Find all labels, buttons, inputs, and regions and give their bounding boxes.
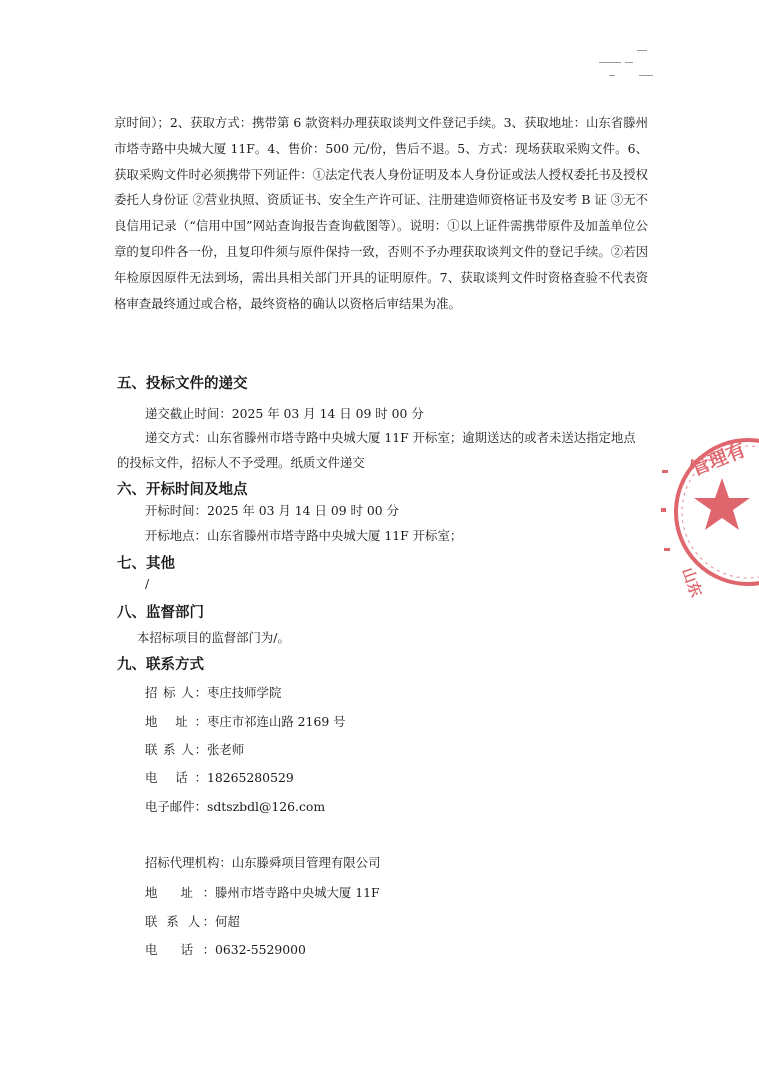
supervision-content: 本招标项目的监督部门为/。 [137,630,290,645]
svg-text:管理有: 管理有 [687,438,749,481]
contact-tenderer-phone: 电 话：18265280529 [145,770,294,785]
contact-tenderer-person: 联 系 人：张老师 [145,742,245,757]
contact-agency-name: 招标代理机构：山东滕舜项目管理有限公司 [145,855,381,870]
other-content: / [145,576,150,591]
heading-other: 七、其他 [117,556,175,572]
heading-bid-submission: 五、投标文件的递交 [117,376,248,392]
procurement-paragraph: 京时间）；2、获取方式：携带第 6 款资料办理获取谈判文件登记手续。3、获取地址：山东省滕州市塔寺路中央城大厦 11F。4、售价：500 元/份，售后不退。5、方式：现场获取采购文件。6、获取采购文件时必须携带下列证件：①法定代表人身份证明及本人身份证或法人授权委托书及授权委托人身份证 ②营业执照、资质证书、安全生产许可证、注册建造师资格证书及安考 B 证 ③无不良信用记录（“信用中国”网站查询报告查询截图等）。说明：①以上证件需携带原件及加盖单位公章的复印件各一份，且复印件须与原件保持一致，否则不予办理获取谈判文件的登记手续。②若因年检原因原件无法到场，需出具相关部门开具的证明原件。7、获取谈判文件时资格查验不代表资格审查最终通过或合格，最终资格的确认以资格后审结果为准。 [114,115,648,311]
opening-time: 开标时间：2025 年 03 月 14 日 09 时 00 分 [145,503,399,518]
company-seal-stamp [660,430,759,600]
contact-tenderer-address: 地 址：枣庄市祁连山路 2169 号 [145,714,346,729]
submission-method: 递交方式：山东省滕州市塔寺路中央城大厦 11F 开标室；逾期送达的或者未送达指定地点的投标文件，招标人不予受理。纸质文件递交 [117,430,636,470]
opening-place: 开标地点：山东省滕州市塔寺路中央城大厦 11F 开标室； [145,528,463,543]
submission-deadline: 递交截止时间：2025 年 03 月 14 日 09 时 00 分 [145,406,424,421]
contact-tenderer-email: 电子邮件：sdtszbdl@126.com [145,799,326,814]
contact-agency-phone: 电 话：0632-5529000 [145,942,306,957]
heading-contact: 九、联系方式 [117,657,204,673]
contact-agency-person: 联 系 人：何超 [145,914,240,929]
heading-supervision: 八、监督部门 [117,605,204,621]
contact-agency-address: 地 址：滕州市塔寺路中央城大厦 11F [145,885,380,900]
heading-bid-opening: 六、开标时间及地点 [117,482,248,498]
svg-text:山东: 山东 [678,565,706,600]
contact-tenderer-name: 招 标 人：枣庄技师学院 [145,685,282,700]
scan-specks [599,50,659,84]
